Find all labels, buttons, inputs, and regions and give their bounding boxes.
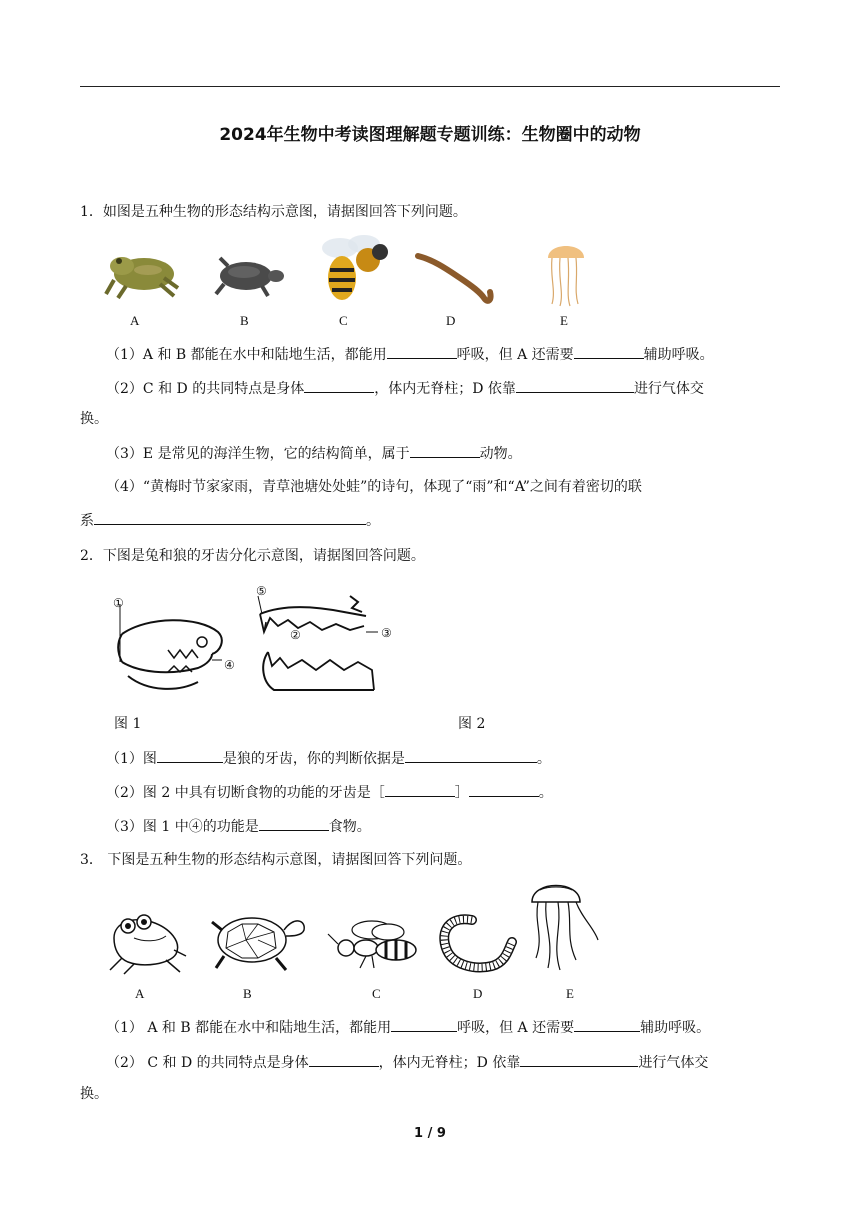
answer-blank[interactable] bbox=[410, 443, 480, 458]
q3-stem: 3． 下图是五种生物的形态结构示意图，请据图回答下列问题。 bbox=[80, 852, 472, 868]
answer-blank[interactable] bbox=[94, 510, 366, 525]
q1-part4: （4）“黄梅时节家家雨，青草池塘处处蛙”的诗句，体现了“雨”和“A”之间有着密切的联 bbox=[106, 479, 642, 495]
q1-part4-cont: 系 。 bbox=[80, 510, 380, 531]
turtle-image bbox=[208, 252, 286, 302]
q3-part2-cont: 换。 bbox=[80, 1086, 108, 1102]
page-number: 1 / 9 bbox=[414, 1126, 446, 1141]
q1-label-a: A bbox=[130, 313, 140, 328]
answer-blank[interactable] bbox=[309, 1052, 379, 1067]
frog-line-drawing bbox=[104, 908, 188, 976]
q2-part2: （2）图 2 中具有切断食物的功能的牙齿是［ ］ 。 bbox=[106, 782, 553, 803]
figure-2-caption: 图 2 bbox=[458, 716, 486, 732]
q1-label-b: B bbox=[240, 313, 249, 328]
header-rule bbox=[80, 86, 780, 87]
frog-image bbox=[104, 244, 180, 302]
answer-blank[interactable] bbox=[157, 748, 223, 763]
q2-part3: （3）图 1 中④的功能是 食物。 bbox=[106, 816, 371, 837]
q3-label-c: C bbox=[372, 986, 381, 1001]
q1-label-c: C bbox=[339, 313, 348, 328]
q1-label-e: E bbox=[560, 313, 568, 328]
answer-blank[interactable] bbox=[469, 782, 539, 797]
earthworm-line-drawing bbox=[436, 912, 516, 974]
earthworm-image bbox=[414, 248, 494, 304]
q3-label-b: B bbox=[243, 986, 252, 1001]
turtle-line-drawing bbox=[208, 902, 308, 974]
answer-blank[interactable] bbox=[516, 378, 634, 393]
q1-part1: （1）A 和 B 都能在水中和陆地生活，都能用 呼吸，但 A 还需要 辅助呼吸。 bbox=[106, 344, 714, 365]
q3-label-e: E bbox=[566, 986, 574, 1001]
answer-blank[interactable] bbox=[391, 1017, 457, 1032]
marker-1: ① bbox=[113, 596, 124, 610]
q2-stem: 2．下图是兔和狼的牙齿分化示意图，请据图回答问题。 bbox=[80, 548, 425, 564]
q1-stem: 1．如图是五种生物的形态结构示意图，请据图回答下列问题。 bbox=[80, 204, 467, 220]
answer-blank[interactable] bbox=[574, 1017, 640, 1032]
answer-blank[interactable] bbox=[405, 748, 537, 763]
rabbit-skull-diagram bbox=[108, 592, 248, 702]
figure-1-caption: 图 1 bbox=[114, 716, 142, 732]
q3-part1: （1） A 和 B 都能在水中和陆地生活，都能用 呼吸，但 A 还需要 辅助呼吸。 bbox=[106, 1017, 710, 1038]
q1-label-d: D bbox=[446, 313, 456, 328]
bee-image bbox=[316, 230, 394, 306]
q3-label-d: D bbox=[473, 986, 483, 1001]
wolf-skull-diagram bbox=[254, 586, 394, 706]
q1-part2-cont: 换。 bbox=[80, 411, 108, 427]
jellyfish-image bbox=[544, 238, 588, 308]
answer-blank[interactable] bbox=[259, 816, 329, 831]
q1-part2: （2）C 和 D 的共同特点是身体 ，体内无脊柱；D 依靠 进行气体交 bbox=[106, 378, 704, 399]
q2-part1: （1）图 是狼的牙齿，你的判断依据是 。 bbox=[106, 748, 551, 769]
jellyfish-line-drawing bbox=[524, 878, 604, 976]
q1-part3: （3）E 是常见的海洋生物，它的结构简单，属于 动物。 bbox=[106, 443, 522, 464]
answer-blank[interactable] bbox=[574, 344, 644, 359]
marker-5: ⑤ bbox=[256, 584, 267, 598]
q3-part2: （2） C 和 D 的共同特点是身体 ，体内无脊柱；D 依靠 进行气体交 bbox=[106, 1052, 708, 1073]
marker-2: ② bbox=[290, 628, 301, 642]
q3-label-a: A bbox=[135, 986, 145, 1001]
bee-line-drawing bbox=[326, 916, 426, 972]
marker-4: ④ bbox=[224, 658, 235, 672]
answer-blank[interactable] bbox=[304, 378, 374, 393]
answer-blank[interactable] bbox=[387, 344, 457, 359]
page-title: 2024年生物中考读图理解题专题训练：生物圈中的动物 bbox=[219, 125, 641, 145]
answer-blank[interactable] bbox=[520, 1052, 638, 1067]
marker-3: ③ bbox=[381, 626, 392, 640]
answer-blank[interactable] bbox=[385, 782, 455, 797]
